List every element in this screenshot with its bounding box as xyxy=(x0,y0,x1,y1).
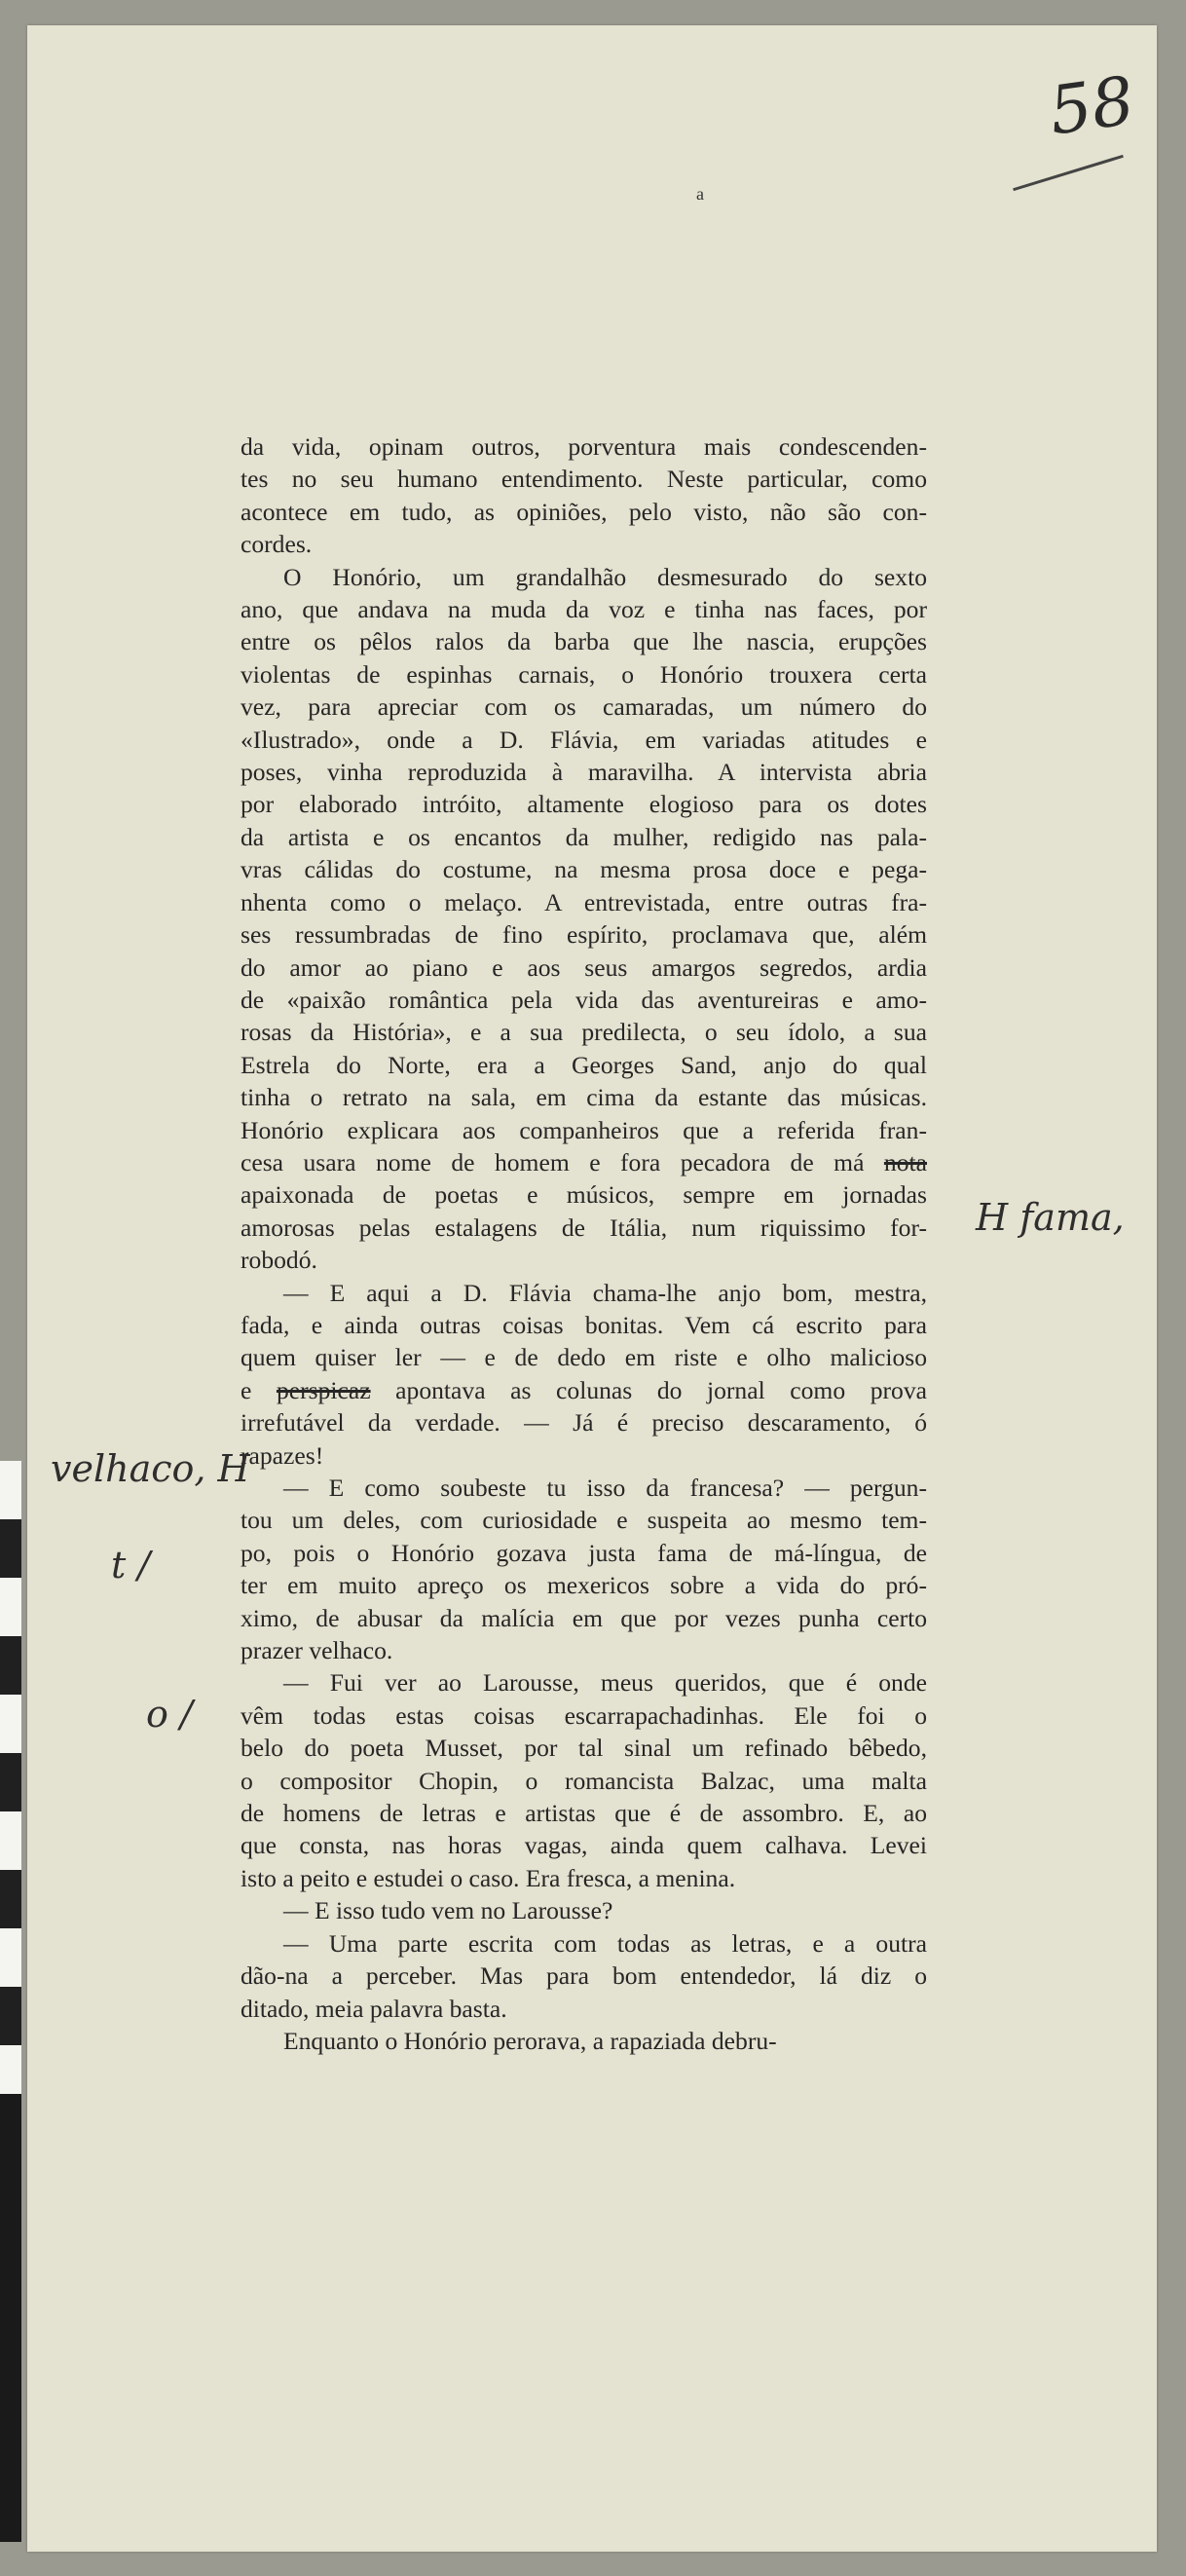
text-line: da vida, opinam outros, porventura mais condescenden- xyxy=(241,432,927,461)
text-line: vras cálidas do costume, na mesma prosa doce e pega- xyxy=(241,855,927,884)
text-line: po, pois o Honório gozava justa fama de má-língua, de xyxy=(241,1538,927,1567)
text-line: ditado, meia palavra basta. xyxy=(241,1994,507,2023)
scan-ruler-dark xyxy=(0,2094,21,2542)
text-line: o compositor Chopin, o romancista Balzac, uma malta xyxy=(241,1766,927,1795)
struck-word: nota xyxy=(883,1147,927,1176)
text-line: tes no seu humano entendimento. Neste particular, como xyxy=(241,465,927,494)
text-line: prazer velhaco. xyxy=(241,1636,393,1665)
text-line: entre os pêlos ralos da barba que lhe nascia, erupções xyxy=(241,627,927,656)
text-line: fada, e ainda outras coisas bonitas. Vem cá escrito para xyxy=(241,1310,927,1339)
text-line: da artista e os encantos da mulher, redigido nas pala- xyxy=(241,822,927,851)
text-line: amorosas pelas estalagens de Itália, num riquissimo for- xyxy=(241,1213,927,1242)
text-line: tou um deles, com curiosidade e suspeita ao mesmo tem- xyxy=(241,1506,927,1535)
text-line: cesa usara nome de homem e fora pecadora de má nota xyxy=(241,1147,927,1176)
text-line: belo do poeta Musset, por tal sinal um refinado bêbedo, xyxy=(241,1734,927,1763)
text-line: ses ressumbradas de fino espírito, proclamava que, além xyxy=(241,920,927,950)
struck-word: perspicaz xyxy=(276,1375,371,1404)
text-line: robodó. xyxy=(241,1246,317,1275)
text-line: violentas de espinhas carnais, o Honório trouxera certa xyxy=(241,659,927,689)
body-text xyxy=(241,430,927,2057)
text-line: — Fui ver ao Larousse, meus queridos, que é onde xyxy=(283,1668,927,1698)
text-line: Enquanto o Honório perorava, a rapaziada debru- xyxy=(283,2026,777,2055)
page-number: 58 xyxy=(1044,62,1139,151)
text-line: O Honório, um grandalhão desmesurado do sexto xyxy=(283,562,927,591)
page-number-underline xyxy=(1013,155,1124,191)
text-line: vez, para apreciar com os camaradas, um número do xyxy=(241,692,927,722)
text-line: — E isso tudo vem no Larousse? xyxy=(283,1896,613,1925)
text-line: «Ilustrado», onde a D. Flávia, em variadas atitudes e xyxy=(241,725,927,754)
top-mark: a xyxy=(696,184,704,204)
margin-note-o: o / xyxy=(146,1693,193,1736)
text-line: Honório explicara aos companheiros que a referida fran- xyxy=(241,1115,927,1144)
text-line: — E aqui a D. Flávia chama-lhe anjo bom, mestra, xyxy=(283,1278,927,1307)
text-line: nhenta como o melaço. A entrevistada, entre outras fra- xyxy=(241,887,927,916)
text-line: ano, que andava na muda da voz e tinha nas faces, por xyxy=(241,595,927,624)
text-line: de homens de letras e artistas que é de assombro. E, ao xyxy=(241,1799,927,1828)
text-line: vêm todas estas coisas escarrapachadinhas. Ele foi o xyxy=(241,1700,927,1730)
text-line: tinha o retrato na sala, em cima da estante das músicas. xyxy=(241,1083,927,1112)
margin-note-t: t / xyxy=(111,1544,151,1587)
text-line: ximo, de abusar da malícia em que por vezes punha certo xyxy=(241,1603,927,1632)
scan-ruler xyxy=(0,1461,21,2162)
text-line: rapazes! xyxy=(241,1440,324,1470)
text-line: do amor ao piano e aos seus amargos segredos, ardia xyxy=(241,952,927,982)
text-line: acontece em tudo, as opiniões, pelo visto, não são con- xyxy=(241,497,927,526)
text-line: que consta, nas horas vagas, ainda quem calhava. Levei xyxy=(241,1831,927,1860)
text-line: isto a peito e estudei o caso. Era fresca, a menina. xyxy=(241,1863,736,1892)
text-line: quem quiser ler — e de dedo em riste e olho malicioso xyxy=(241,1343,927,1372)
text-line: dão-na a perceber. Mas para bom entendedor, lá diz o xyxy=(241,1961,927,1991)
margin-note-velhaco: velhaco, H xyxy=(51,1447,250,1490)
text-line: de «paixão romântica pela vida das aventureiras e amo- xyxy=(241,985,927,1014)
text-line: poses, vinha reproduzida à maravilha. A intervista abria xyxy=(241,758,927,787)
text-line: cordes. xyxy=(241,530,313,559)
text-line: e perspicaz apontava as colunas do jornal como prova xyxy=(241,1375,927,1404)
text-line: irrefutável da verdade. — Já é preciso descaramento, ó xyxy=(241,1408,927,1437)
text-line: rosas da História», e a sua predilecta, o seu ídolo, a sua xyxy=(241,1018,927,1047)
text-line: — E como soubeste tu isso da francesa? — pergun- xyxy=(283,1474,927,1502)
margin-note-fama: H fama, xyxy=(976,1196,1125,1239)
text-line: apaixonada de poetas e músicos, sempre em jornadas xyxy=(241,1180,927,1210)
text-line: por elaborado intróito, altamente elogioso para os dotes xyxy=(241,790,927,819)
text-line: ter em muito apreço os mexericos sobre a vida do pró- xyxy=(241,1571,927,1600)
text-line: Estrela do Norte, era a Georges Sand, anjo do qual xyxy=(241,1050,927,1079)
text-line: — Uma parte escrita com todas as letras, e a outra xyxy=(283,1928,927,1958)
